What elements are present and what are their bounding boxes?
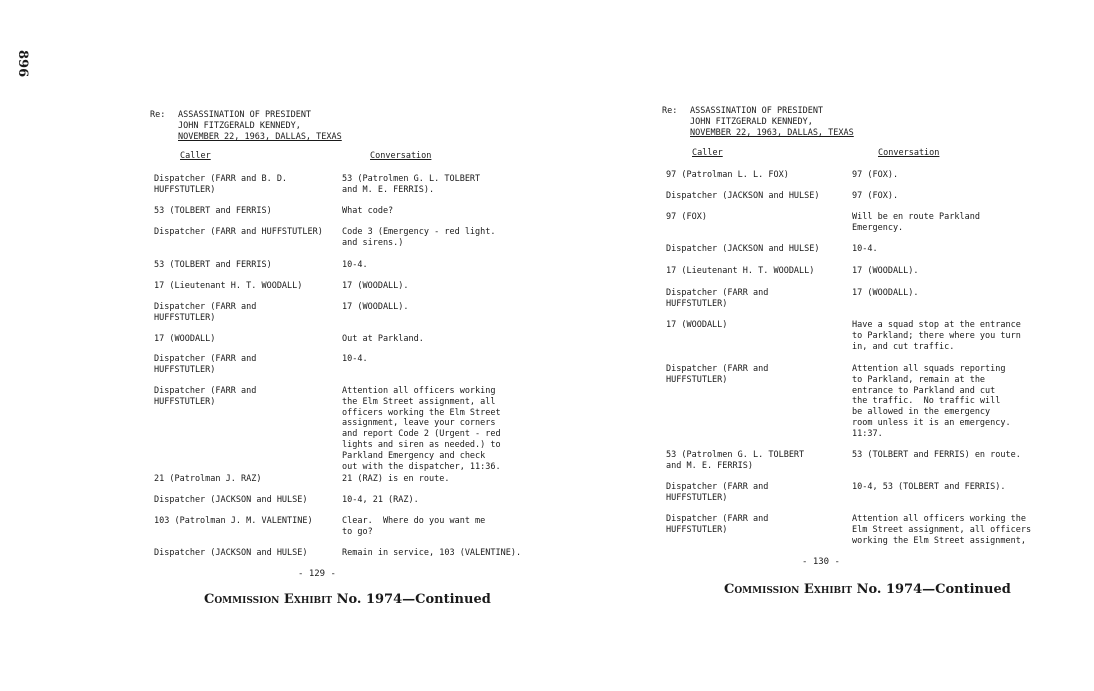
- column-headers: [662, 148, 1062, 160]
- caller-cell: Dispatcher (FARR and HUFFSTUTLER): [154, 386, 257, 407]
- conversation-cell: 97 (FOX).: [852, 191, 899, 201]
- re-block: [662, 106, 854, 139]
- caption-rest: No. 1974—Continued: [852, 582, 1011, 597]
- caller-cell: 53 (TOLBERT and FERRIS): [154, 260, 272, 270]
- conversation-cell: 17 (WOODALL).: [852, 288, 919, 298]
- caller-cell: Dispatcher (JACKSON and HULSE): [154, 548, 308, 558]
- caller-cell: Dispatcher (FARR and HUFFSTUTLER): [666, 364, 769, 385]
- caller-cell: 17 (Lieutenant H. T. WOODALL): [154, 281, 303, 291]
- conversation-cell: 10-4.: [342, 260, 368, 270]
- conversation-cell: Attention all officers working the Elm Street assignment, all officers working the Elm Street assignment,: [852, 514, 1032, 546]
- conversation-cell: 21 (RAZ) is en route.: [342, 474, 450, 484]
- conversation-cell: 17 (WOODALL).: [342, 281, 409, 291]
- re-line-1: ASSASSINATION OF PRESIDENT: [690, 106, 824, 116]
- conversation-header: Conversation: [878, 148, 940, 158]
- re-line-2: JOHN FITZGERALD KENNEDY,: [178, 121, 301, 131]
- caller-cell: 103 (Patrolman J. M. VALENTINE): [154, 516, 313, 526]
- conversation-cell: 17 (WOODALL).: [342, 302, 409, 312]
- caller-cell: 17 (Lieutenant H. T. WOODALL): [666, 266, 815, 276]
- conversation-cell: 10-4, 53 (TOLBERT and FERRIS).: [852, 482, 1006, 492]
- conversation-cell: Have a squad stop at the entrance to Parkland; there where you turn in, and cut traffic.: [852, 320, 1021, 352]
- conversation-cell: Will be en route Parkland Emergency.: [852, 212, 980, 233]
- re-line-1: ASSASSINATION OF PRESIDENT: [178, 110, 312, 120]
- conversation-cell: Remain in service, 103 (VALENTINE).: [342, 548, 522, 558]
- caller-header: Caller: [180, 151, 211, 161]
- caller-cell: Dispatcher (FARR and B. D. HUFFSTUTLER): [154, 174, 288, 195]
- caller-cell: 17 (WOODALL): [666, 320, 728, 330]
- caller-cell: Dispatcher (FARR and HUFFSTUTLER): [154, 302, 257, 323]
- caller-cell: 97 (FOX): [666, 212, 707, 222]
- page-number: - 130 -: [802, 557, 840, 567]
- page-number: - 129 -: [298, 569, 336, 579]
- re-label: Re:: [150, 110, 166, 120]
- conversation-cell: 17 (WOODALL).: [852, 266, 919, 276]
- caller-cell: 53 (Patrolmen G. L. TOLBERT and M. E. FERRIS): [666, 450, 805, 471]
- caller-cell: Dispatcher (JACKSON and HULSE): [154, 495, 308, 505]
- conversation-cell: 53 (TOLBERT and FERRIS) en route.: [852, 450, 1021, 460]
- conversation-cell: Clear. Where do you want me to go?: [342, 516, 486, 537]
- conversation-cell: Code 3 (Emergency - red light. and sirens.): [342, 227, 496, 248]
- caption-rest: No. 1974—Continued: [332, 592, 491, 607]
- conversation-cell: Attention all officers working the Elm Street assignment, all officers working the Elm Street assignment, leave your corners and report Code 2 (Urgent - red lights and siren as needed.) to Parkland Emergency and check out with the dispatcher, 11:36.: [342, 386, 501, 472]
- caption-prefix: Commission Exhibit: [204, 592, 333, 607]
- caller-cell: 17 (WOODALL): [154, 334, 216, 344]
- conversation-cell: 10-4, 21 (RAZ).: [342, 495, 419, 505]
- caller-cell: Dispatcher (FARR and HUFFSTUTLER): [666, 482, 769, 503]
- side-page-number: 896: [15, 50, 30, 78]
- conversation-cell: 10-4.: [342, 354, 368, 364]
- caller-cell: Dispatcher (JACKSON and HULSE): [666, 191, 820, 201]
- conversation-cell: 10-4.: [852, 244, 878, 254]
- re-line-3: NOVEMBER 22, 1963, DALLAS, TEXAS: [178, 132, 342, 142]
- caption-prefix: Commission Exhibit: [724, 582, 853, 597]
- caller-cell: 21 (Patrolman J. RAZ): [154, 474, 262, 484]
- exhibit-caption: [204, 592, 491, 607]
- conversation-cell: 53 (Patrolmen G. L. TOLBERT and M. E. FERRIS).: [342, 174, 481, 195]
- re-block: [150, 110, 342, 143]
- caller-cell: 53 (TOLBERT and FERRIS): [154, 206, 272, 216]
- re-line-3: NOVEMBER 22, 1963, DALLAS, TEXAS: [690, 128, 854, 138]
- conversation-cell: Out at Parkland.: [342, 334, 424, 344]
- exhibit-caption: [724, 582, 1011, 597]
- column-headers: [150, 151, 550, 163]
- conversation-cell: 97 (FOX).: [852, 170, 899, 180]
- re-line-2: JOHN FITZGERALD KENNEDY,: [690, 117, 813, 127]
- caller-cell: Dispatcher (FARR and HUFFSTUTLER): [154, 354, 257, 375]
- caller-cell: Dispatcher (FARR and HUFFSTUTLER): [666, 288, 769, 309]
- caller-cell: Dispatcher (FARR and HUFFSTUTLER): [154, 227, 323, 237]
- caller-cell: Dispatcher (JACKSON and HULSE): [666, 244, 820, 254]
- caller-header: Caller: [692, 148, 723, 158]
- conversation-cell: What code?: [342, 206, 394, 216]
- re-label: Re:: [662, 106, 678, 116]
- caller-cell: Dispatcher (FARR and HUFFSTUTLER): [666, 514, 769, 535]
- caller-cell: 97 (Patrolman L. L. FOX): [666, 170, 789, 180]
- conversation-header: Conversation: [370, 151, 432, 161]
- conversation-cell: Attention all squads reporting to Parkland, remain at the entrance to Parkland and cut the traffic. No traffic will be allowed in the emergency room unless it is an emergency. 11:37.: [852, 364, 1011, 439]
